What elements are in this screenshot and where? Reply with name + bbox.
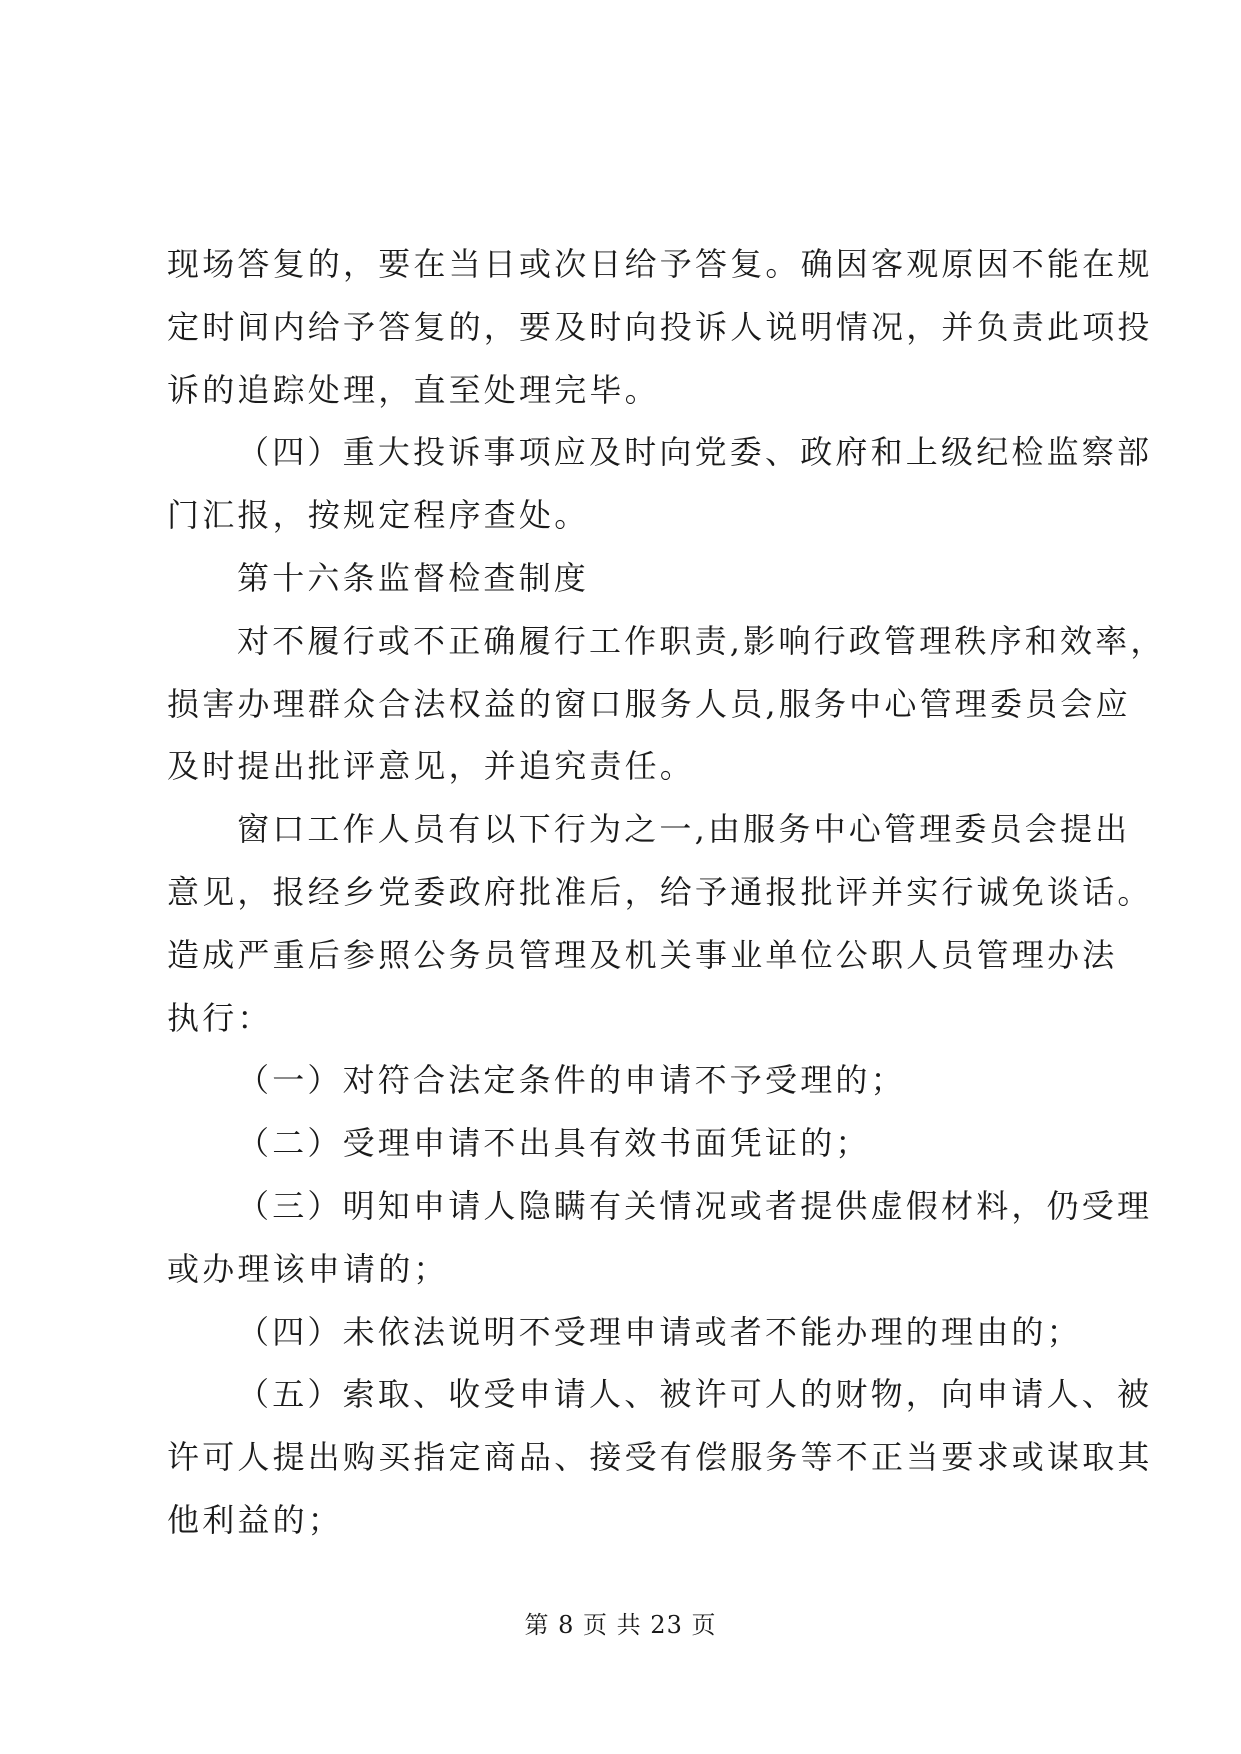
text-line: 他利益的； [167, 1500, 344, 1539]
text-line: 及时提出批评意见，并追究责任。 [167, 747, 696, 786]
body-text [167, 233, 1166, 1552]
text-line: 诉的追踪处理，直至处理完毕。 [167, 370, 660, 409]
text-line: 许可人提出购买指定商品、接受有偿服务等不正当要求或谋取其 [167, 1438, 1153, 1477]
text-line: 窗口工作人员有以下行为之一,由服务中心管理委员会提出 [237, 810, 1131, 849]
text-line: 造成严重后参照公务员管理及机关事业单位公职人员管理办法 [167, 935, 1118, 974]
text-line: （五）索取、收受申请人、被许可人的财物，向申请人、被 [237, 1375, 1153, 1414]
text-line: （四）重大投诉事项应及时向党委、政府和上级纪检监察部 [237, 433, 1153, 472]
text-line: 现场答复的，要在当日或次日给予答复。确因客观原因不能在规 [167, 245, 1153, 283]
text-line: 意见，报经乡党委政府批准后，给予通报批评并实行诚免谈话。 [167, 872, 1153, 911]
text-line: （四）未依法说明不受理申请或者不能办理的理由的； [237, 1312, 1082, 1351]
text-line: （一）对符合法定条件的申请不予受理的； [237, 1061, 906, 1100]
text-line: 定时间内给予答复的，要及时向投诉人说明情况，并负责此项投 [167, 307, 1153, 346]
text-line: 对不履行或不正确履行工作职责,影响行政管理秩序和效率， [237, 621, 1166, 660]
text-line: （二）受理申请不出具有效书面凭证的； [237, 1124, 871, 1163]
text-line: 或办理该申请的； [167, 1249, 449, 1288]
text-line: 第十六条监督检查制度 [237, 558, 590, 597]
page-footer: 第 8 页 共 23 页 [524, 1611, 717, 1639]
text-line: 执行： [167, 998, 273, 1037]
text-line: 损害办理群众合法权益的窗口服务人员,服务中心管理委员会应 [167, 684, 1131, 723]
text-line: （三）明知申请人隐瞒有关情况或者提供虚假材料，仍受理 [237, 1186, 1153, 1225]
text-line: 门汇报，按规定程序查处。 [167, 496, 590, 535]
